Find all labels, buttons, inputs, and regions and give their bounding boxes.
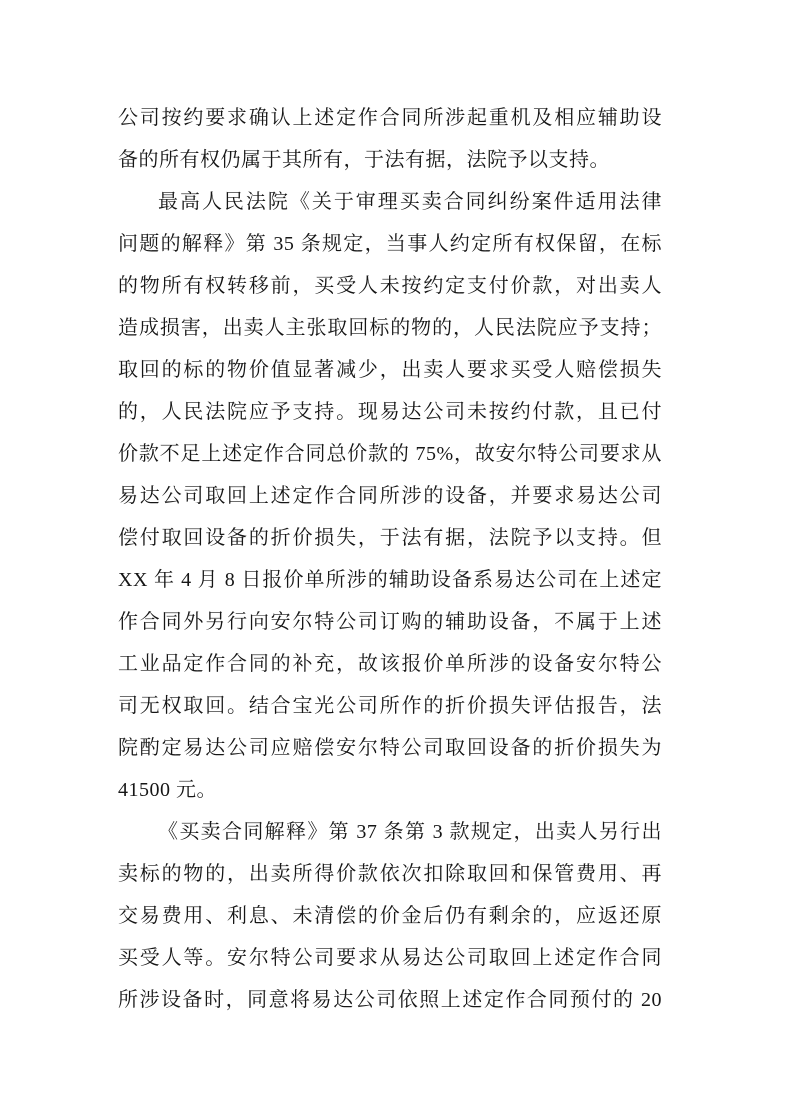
- text-line: 的物所有权转移前，买受人未按约定支付价款，对出卖人: [118, 275, 662, 297]
- text-line: 偿付取回设备的折价损失，于法有据，法院予以支持。但: [118, 527, 662, 549]
- text-line: 易达公司取回上述定作合同所涉的设备，并要求易达公司: [118, 485, 662, 507]
- text-line: 卖标的物的，出卖所得价款依次扣除取回和保管费用、再: [118, 863, 662, 885]
- text-line: 备的所有权仍属于其所有，于法有据，法院予以支持。: [118, 149, 610, 171]
- text-line: 工业品定作合同的补充，故该报价单所涉的设备安尔特公: [118, 653, 662, 675]
- text-line: 公司按约要求确认上述定作合同所涉起重机及相应辅助设: [118, 107, 662, 129]
- text-line: 的，人民法院应予支持。现易达公司未按约付款，且已付: [118, 401, 662, 423]
- text-line: 买受人等。安尔特公司要求从易达公司取回上述定作合同: [118, 947, 662, 969]
- text-line: 取回的标的物价值显著减少，出卖人要求买受人赔偿损失: [118, 359, 662, 381]
- document-text-block: [118, 97, 662, 1021]
- text-line: 造成损害，出卖人主张取回标的物的，人民法院应予支持；: [118, 317, 662, 339]
- text-line: 所涉设备时，同意将易达公司依照上述定作合同预付的 20: [118, 989, 662, 1011]
- text-line: 交易费用、利息、未清偿的价金后仍有剩余的，应返还原: [118, 905, 662, 927]
- text-line: 最高人民法院《关于审理买卖合同纠纷案件适用法律: [158, 191, 662, 213]
- text-line: 问题的解释》第 35 条规定，当事人约定所有权保留，在标: [118, 233, 662, 255]
- text-line: 司无权取回。结合宝光公司所作的折价损失评估报告，法: [118, 695, 662, 717]
- text-line: 价款不足上述定作合同总价款的 75%，故安尔特公司要求从: [118, 443, 662, 465]
- text-line: 41500 元。: [118, 779, 217, 801]
- text-line: 作合同外另行向安尔特公司订购的辅助设备，不属于上述: [118, 611, 662, 633]
- text-line: 《买卖合同解释》第 37 条第 3 款规定，出卖人另行出: [158, 821, 662, 843]
- text-line: XX 年 4 月 8 日报价单所涉的辅助设备系易达公司在上述定: [118, 569, 662, 591]
- text-line: 院酌定易达公司应赔偿安尔特公司取回设备的折价损失为: [118, 737, 662, 759]
